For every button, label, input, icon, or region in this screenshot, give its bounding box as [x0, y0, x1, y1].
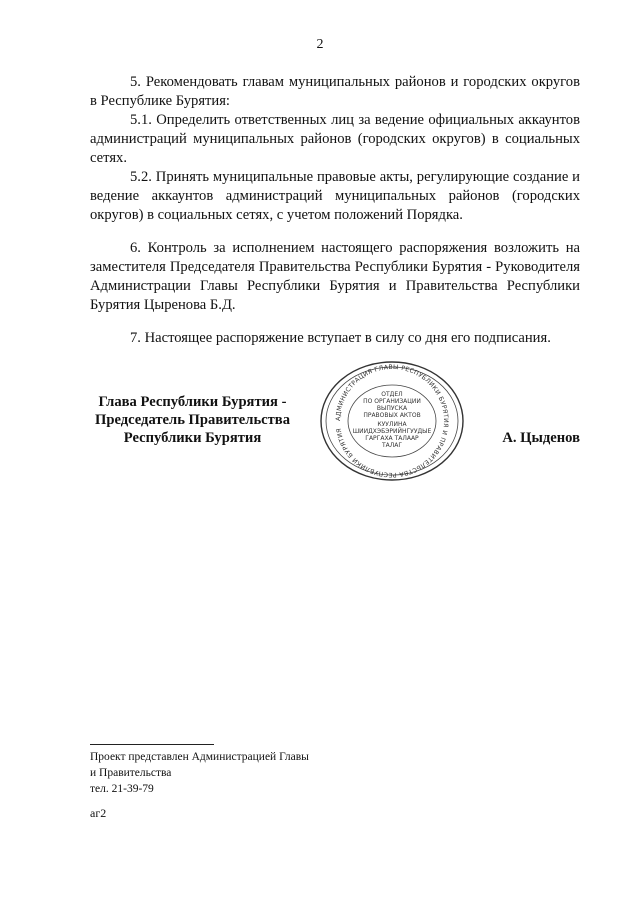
paragraph-7: 7. Настоящее распоряжение вступает в силу со дня его подписания.	[130, 330, 551, 346]
seal-inner-line: ОТДЕЛ	[381, 391, 403, 398]
footnote	[90, 749, 309, 797]
seal-inner-line: ВЫПУСКА	[376, 405, 408, 412]
paragraph-5-1: 5.1. Определить ответственных лиц за ведение официальных аккаунтов администраций муниципальных районов (городских округов) в социальных сетях.	[90, 112, 580, 166]
official-seal	[318, 360, 466, 482]
seal-inner-line: ТАЛАГ	[381, 442, 403, 449]
footnote-line: и Правительства	[90, 767, 172, 779]
seal-inner-line: КУУЛИНА	[377, 421, 407, 428]
signatory-name: А. Цыденов	[502, 430, 580, 446]
paragraph-5-2: 5.2. Принять муниципальные правовые акты, регулирующие создание и ведение аккаунтов администраций муниципальных районов (городских округов) в социальных сетях, с учетом положений Порядка.	[90, 169, 580, 223]
signatory-title-line: Республики Бурятия	[123, 430, 262, 446]
footnote-line: тел. 21-39-79	[90, 783, 154, 795]
page-number: 2	[316, 37, 324, 52]
footnote-line: Проект представлен Администрацией Главы	[90, 751, 309, 763]
seal-inner-line: ШИИДХЭБЭРИЙНГУУДЫЕ	[352, 428, 432, 435]
footnote-divider	[90, 744, 214, 745]
document-body	[90, 73, 580, 348]
signatory-title-line: Глава Республики Бурятия -	[98, 394, 287, 410]
document-code: аг2	[90, 806, 107, 820]
seal-inner-line: ГАРГАХА ТАЛААР	[365, 435, 419, 442]
paragraph-6: 6. Контроль за исполнением настоящего распоряжения возложить на заместителя Председателя Правительства Республики Бурятия - Руководителя Администрации Главы Республики Бурятия и Правительства Республики Бурятия Цыренова Б.Д.	[90, 240, 580, 313]
seal-inner-line: ПО ОРГАНИЗАЦИИ	[363, 398, 421, 405]
signatory-title-line: Председатель Правительства	[94, 412, 290, 428]
seal-outer-text: АДМИНИСТРАЦИЯ ГЛАВЫ РЕСПУБЛИКИ БУРЯТИЯ И ПРАВИТЕЛЬСТВА РЕСПУБЛИКИ БУРЯТИЯ	[334, 363, 450, 479]
seal-inner-line: ПРАВОВЫХ АКТОВ	[363, 412, 421, 419]
paragraph-5: 5. Рекомендовать главам муниципальных районов и городских округов в Республике Бурятия:	[90, 74, 580, 109]
signatory-title	[90, 393, 295, 447]
